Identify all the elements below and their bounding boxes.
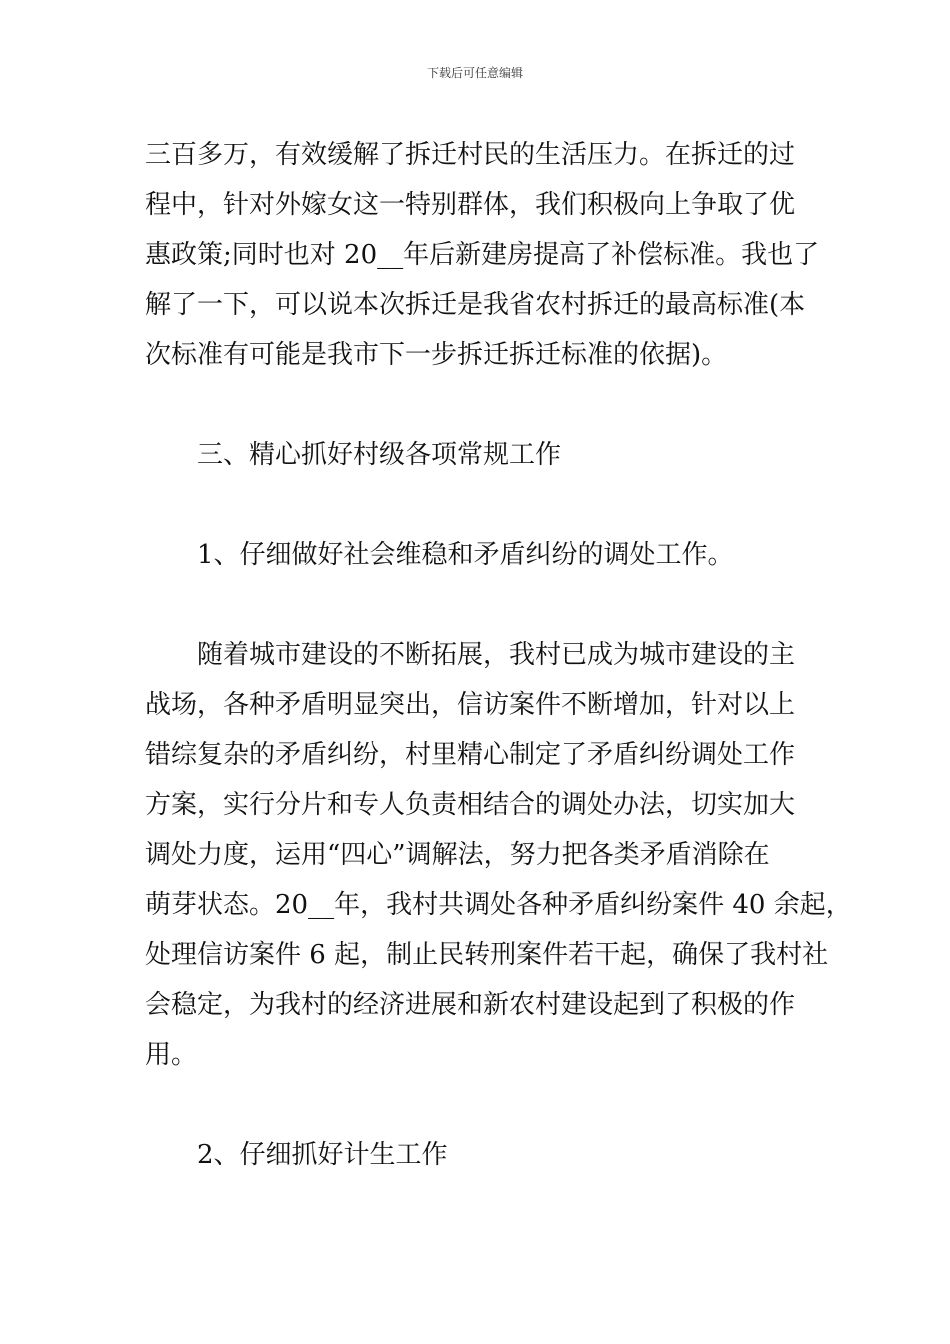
paragraph-line: 程中，针对外嫁女这一特别群体，我们积极向上争取了优	[145, 190, 796, 220]
paragraph-line: 用。	[145, 1040, 198, 1070]
paragraph-line: 调处力度，运用“四心”调解法，努力把各类矛盾消除在	[145, 840, 770, 870]
paragraph-line: 错综复杂的矛盾纠纷，村里精心制定了矛盾纠纷调处工作	[145, 740, 796, 770]
paragraph-relocation	[145, 130, 820, 380]
paragraph-mediation	[145, 630, 852, 1080]
section-heading-text: 三、精心抓好村级各项常规工作	[197, 440, 562, 470]
page-header-note: 下载后可任意编辑	[426, 66, 523, 80]
paragraph-line: 萌芽状态。20__年，我村共调处各种矛盾纠纷案件 40 余起，	[145, 890, 852, 920]
paragraph-line: 处理信访案件 6 起，制止民转刑案件若干起，确保了我村社	[145, 940, 829, 970]
sub-heading-mediation	[145, 530, 810, 580]
paragraph-line: 解了一下，可以说本次拆迁是我省农村拆迁的最高标准(本	[145, 290, 806, 320]
sub-heading-family-planning	[145, 1130, 810, 1180]
sub-heading-text: 1、仔细做好社会维稳和矛盾纠纷的调处工作。	[197, 540, 734, 570]
section-heading	[145, 430, 810, 480]
paragraph-line: 惠政策;同时也对 20__年后新建房提高了补偿标准。我也了	[145, 240, 820, 270]
paragraph-line: 随着城市建设的不断拓展，我村已成为城市建设的主	[197, 640, 796, 670]
paragraph-line: 三百多万，有效缓解了拆迁村民的生活压力。在拆迁的过	[145, 140, 796, 170]
document-body	[145, 130, 852, 1180]
sub-heading-text: 2、仔细抓好计生工作	[197, 1140, 448, 1170]
paragraph-line: 会稳定，为我村的经济进展和新农村建设起到了积极的作	[145, 990, 796, 1020]
paragraph-line: 方案，实行分片和专人负责相结合的调处办法，切实加大	[145, 790, 796, 820]
paragraph-line: 战场，各种矛盾明显突出，信访案件不断增加，针对以上	[145, 690, 796, 720]
paragraph-line: 次标准有可能是我市下一步拆迁拆迁标准的依据)。	[145, 340, 728, 370]
